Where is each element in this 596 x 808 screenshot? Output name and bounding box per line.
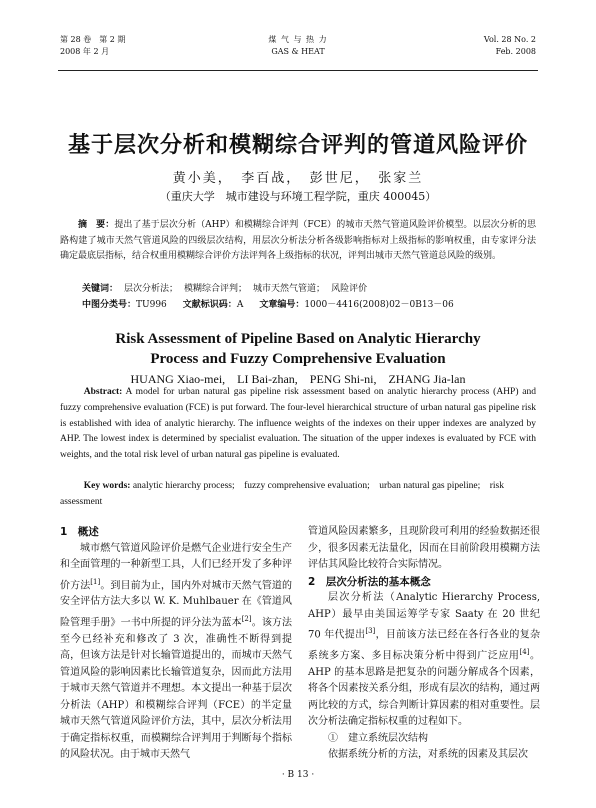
section-2-paragraph: [308, 590, 540, 731]
doc-code-label: 文献标识码：: [182, 300, 237, 310]
chinese-abstract: [60, 218, 536, 265]
keyword: 模糊综合评判；: [184, 284, 248, 294]
body-column-left: [60, 524, 292, 764]
english-keywords: [60, 478, 536, 510]
issue-date: 2008 年 2 月: [60, 47, 110, 56]
step-1-text: 依据系统分析的方法，对系统的因素及其层次: [328, 749, 528, 761]
cls-value: TU996: [136, 300, 167, 310]
abstract-text: 提出了基于层次分析（AHP）和模糊综合评判（FCE）的城市天然气管道风险评价模型。以层次分析的思路构建了城市天然气管道风险的四级层次结构，用层次分析法分析各级影响指标对上级指标的影响权重，由专家评分法确定最底层指标，结合权重用模糊综合评价方法评判各上级指标的状况，评判出城市天然气管道总风险的级别。: [60, 220, 536, 261]
issue-date-en: Feb. 2008: [495, 47, 536, 56]
para-text: ，目前该方法已经在各行各业的复杂系统多方案、多目标决策分析中得到广泛应用: [308, 629, 540, 662]
english-abstract-label: Abstract:: [83, 387, 123, 397]
article-number-label: 文章编号：: [259, 300, 305, 310]
volume-issue-en: Vol. 28 No. 2: [483, 35, 536, 44]
english-authors: HUANG Xiao-mei, LI Bai-zhan, PENG Shi-ni, ZHANG Jia-lan: [130, 372, 466, 386]
section-1-heading: 1 概述: [60, 526, 99, 538]
citation: [3]: [365, 627, 376, 635]
page-number: · B 13 ·: [281, 770, 315, 780]
english-title-line2: Process and Fuzzy Comprehensive Evaluation: [150, 351, 446, 367]
body-column-right: [308, 524, 540, 764]
step-1-heading: ① 建立系统层次结构: [328, 732, 428, 744]
para-text: 。到目前为止，国内外对城市天然气管道的安全评估方法大多以 W. K. Muhlbauer 在《管道风险管理手册》一书中所提的评分法为蓝本: [60, 579, 293, 629]
citation: [2]: [241, 614, 252, 623]
section-2-heading: 2 层次分析法的基本概念: [308, 575, 431, 588]
doc-code-value: A: [236, 300, 244, 310]
keyword: 城市天然气管道；: [253, 284, 326, 294]
citation: [4]: [519, 647, 530, 656]
keyword: 风险评价: [331, 284, 368, 294]
keyword: 层次分析法；: [124, 284, 179, 294]
citation: [1]: [90, 577, 101, 586]
section-1-paragraph: [60, 541, 292, 764]
journal-name-cn: 煤 气 与 热 力: [268, 35, 328, 44]
english-title-line1: Risk Assessment of Pipeline Based on Analytic Hierarchy: [115, 331, 481, 347]
cls-label: 中图分类号：: [82, 300, 137, 310]
journal-volume-en: [484, 34, 536, 58]
para-text: 。AHP 的基本思路是把复杂的问题分解成各个因素，将各个因素按关系分组，形成有层次的结构，通过两两比较的方式，综合判断计算因素的相对重要性。层次分析法确定指标权重的过程如下。: [308, 650, 541, 728]
english-keywords-label: Key words:: [83, 481, 131, 491]
english-keywords-text: analytic hierarchy process; fuzzy comprehensive evaluation; urban natural gas pipeline; risk assessment: [60, 481, 504, 507]
chinese-authors: 黄小美， 李百战， 彭世尼， 张家兰: [172, 171, 424, 186]
journal-name-en: GAS & HEAT: [271, 47, 325, 56]
volume-issue: 第 28 卷 第 2 期: [60, 35, 126, 44]
para-text: 。该方法至今已经补充和修改了 3 次，准确性不断得到提高，但该方法是针对长输管道提出的，而城市天然气管道风险的影响因素比长输管道复杂，因而此方法用于城市天然气管道并不理想。本文提出一种基于层次分析法（AHP）和模糊综合评判（FCE）的半定量城市天然气管道风险评价方法，其中，层次分析法用于确定指标权重，而模糊综合评判用于判断每个指标的风险状况。由于城市天然气: [60, 617, 293, 761]
chinese-keywords: [82, 281, 373, 294]
classification-line: [82, 297, 460, 310]
english-abstract: [60, 385, 536, 464]
header-rule: [58, 70, 538, 71]
continued-paragraph: 管道风险因素繁多，且现阶段可利用的经验数据还很少，很多因素无法量化，因而在目前阶段用模糊方法评估其风险比较符合实际情况。: [308, 526, 540, 570]
abstract-label: 摘 要：: [78, 220, 115, 230]
article-number-value: 1000－4416(2008)02－0B13－06: [304, 300, 454, 310]
chinese-title: 基于层次分析和模糊综合评判的管道风险评价: [67, 132, 528, 158]
english-abstract-text: A model for urban natural gas pipeline risk assessment based on analytic hierarchy process (AHP) and fuzzy comprehensive evaluation (FCE) is put forward. The four-level hierarchical structure of urban natural gas pipeline risk is established with idea of analytic hierarchy. The influence weights of the indexes on their upper indexes are analyzed by AHP. The lowest index is determined by specialist evaluation. The situation of the upper indexes is evaluated by FCE with weights, and the total risk level of urban natural gas pipeline is evaluated.: [60, 387, 536, 461]
para-text: 层次分析法（Analytic Hierarchy Process, AHP）最早由美国运筹学专家 Saaty 在 20 世纪 70 年代提出: [308, 592, 540, 641]
para-text: 城市燃气管道风险评价是燃气企业进行安全生产和全面管理的一种新型工具，人们已经开发了多种评价方法: [60, 542, 292, 591]
chinese-affiliation: （重庆大学 城市建设与环境工程学院，重庆 400045）: [159, 190, 437, 203]
keywords-label: 关键词：: [82, 284, 119, 294]
